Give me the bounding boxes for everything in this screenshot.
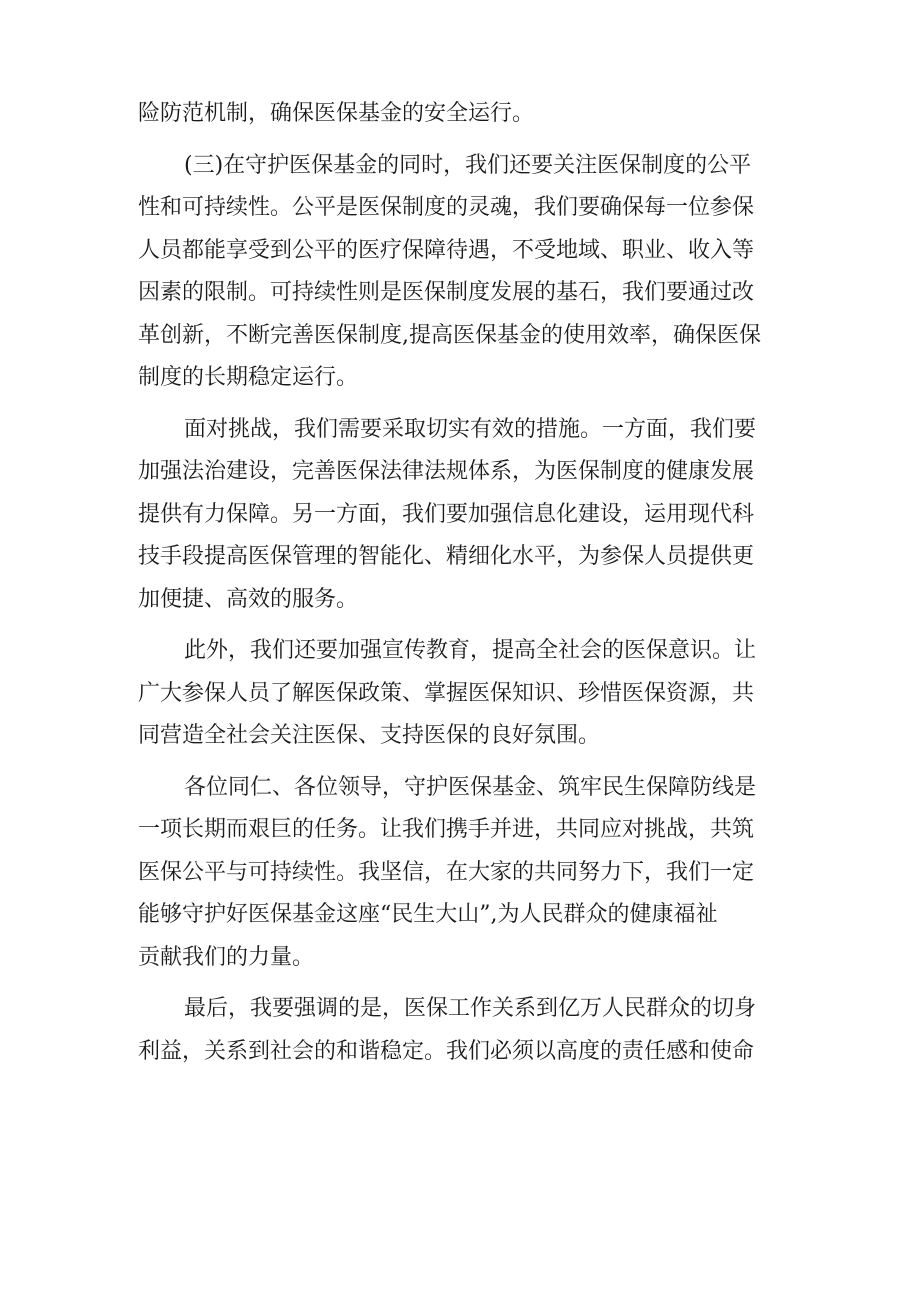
text-line: 人员都能享受到公平的医疗保障待遇，不受地域、职业、收入等 bbox=[138, 237, 755, 263]
text-line: 提供有力保障。另一方面，我们要加强信息化建设，运用现代科 bbox=[138, 501, 755, 527]
paragraph-colleagues bbox=[138, 767, 798, 980]
text-line: 技手段提高医保管理的智能化、精细化水平，为参保人员提供更 bbox=[138, 544, 755, 569]
text-line: 利益，关系到社会的和谐稳定。我们必须以高度的责任感和使命 bbox=[138, 1038, 755, 1064]
text-line: 同营造全社会关注医保、支持医保的良好氛围。 bbox=[138, 723, 601, 748]
document-body bbox=[138, 93, 798, 1073]
text-line: 一项长期而艰巨的任务。让我们携手并进，共同应对挑战，共筑 bbox=[138, 817, 755, 842]
paragraph-publicity bbox=[138, 630, 798, 758]
text-line: 面对挑战，我们需要采取切实有效的措施。一方面，我们要 bbox=[184, 416, 757, 442]
text-line: 广大参保人员了解医保政策、掌握医保知识、珍惜医保资源，共 bbox=[138, 680, 755, 706]
paragraph-continuation bbox=[138, 93, 798, 136]
text-line: 加便捷、高效的服务。 bbox=[138, 586, 359, 612]
text-line: 加强法治建设，完善医保法律法规体系，为医保制度的健康发展 bbox=[138, 459, 755, 484]
text-line: 最后，我要强调的是，医保工作关系到亿万人民群众的切身 bbox=[184, 996, 757, 1021]
paragraph-finally bbox=[138, 988, 798, 1073]
text-line: (三)在守护医保基金的同时，我们还要关注医保制度的公平 bbox=[184, 152, 752, 178]
text-line: 医保公平与可持续性。我坚信，在大家的共同努力下，我们一定 bbox=[138, 859, 755, 885]
text-line: 各位同仁、各位领导，守护医保基金、筑牢民生保障防线是 bbox=[184, 774, 757, 800]
text-line: 性和可持续性。公平是医保制度的灵魂，我们要确保每一位参保 bbox=[138, 195, 755, 220]
text-line: 革创新，不断完善医保制度,提高医保基金的使用效率，确保医保 bbox=[138, 322, 761, 348]
paragraph-measures bbox=[138, 409, 798, 622]
text-line: 贡献我们的力量。 bbox=[138, 944, 315, 970]
text-line: 此外，我们还要加强宣传教育，提高全社会的医保意识。让 bbox=[184, 638, 757, 663]
text-line: 能够守护好医保基金这座“民生大山”,为人民群众的健康福祉 bbox=[138, 902, 718, 927]
paragraph-three bbox=[138, 145, 798, 400]
text-line: 因素的限制。可持续性则是医保制度发展的基石，我们要通过改 bbox=[138, 280, 755, 305]
text-line: 制度的长期稳定运行。 bbox=[138, 365, 359, 390]
text-line: 险防范机制，确保医保基金的安全运行。 bbox=[138, 101, 535, 126]
